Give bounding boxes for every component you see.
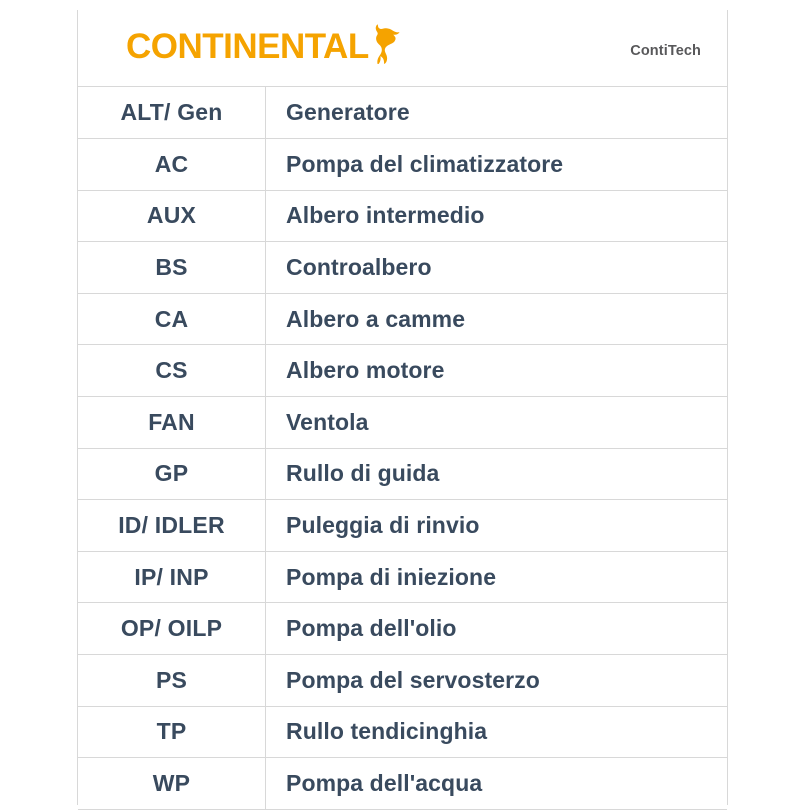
table-body [78,87,727,809]
table-row [78,293,727,345]
page-left-margin [0,0,77,805]
code-cell: GP [78,448,266,500]
code-cell: ALT/ Gen [78,87,266,139]
table-row [78,655,727,707]
code-cell: AUX [78,190,266,242]
description-cell: Pompa del climatizzatore [266,139,728,191]
table-row [78,551,727,603]
code-cell: TP [78,706,266,758]
description-cell: Pompa dell'olio [266,603,728,655]
description-cell: Controalbero [266,242,728,294]
table-row [78,448,727,500]
code-cell: FAN [78,397,266,449]
table-row [78,139,727,191]
code-cell: CA [78,293,266,345]
code-cell: OP/ OILP [78,603,266,655]
table-row [78,500,727,552]
code-cell: CS [78,345,266,397]
description-cell: Albero intermedio [266,190,728,242]
description-cell: Rullo di guida [266,448,728,500]
abbreviation-table [78,87,727,810]
brand-header [78,10,727,87]
table-row [78,603,727,655]
table-row [78,190,727,242]
description-cell: Pompa del servosterzo [266,655,728,707]
description-cell: Generatore [266,87,728,139]
table-row [78,706,727,758]
description-cell: Rullo tendicinghia [266,706,728,758]
table-row [78,397,727,449]
description-cell: Pompa dell'acqua [266,758,728,810]
code-cell: WP [78,758,266,810]
code-cell: PS [78,655,266,707]
code-cell: BS [78,242,266,294]
table-row [78,758,727,810]
description-cell: Ventola [266,397,728,449]
page-right-margin [728,0,805,805]
description-cell: Pompa di iniezione [266,551,728,603]
content-sheet [77,10,728,805]
continental-wordmark: CONTINENTAL [126,26,369,66]
contitech-sub-brand: ContiTech [630,43,701,59]
code-cell: ID/ IDLER [78,500,266,552]
table-row [78,242,727,294]
horse-icon [371,24,405,64]
description-cell: Albero motore [266,345,728,397]
continental-logo [126,26,405,66]
code-cell: IP/ INP [78,551,266,603]
description-cell: Puleggia di rinvio [266,500,728,552]
description-cell: Albero a camme [266,293,728,345]
code-cell: AC [78,139,266,191]
table-row [78,345,727,397]
table-row [78,87,727,139]
